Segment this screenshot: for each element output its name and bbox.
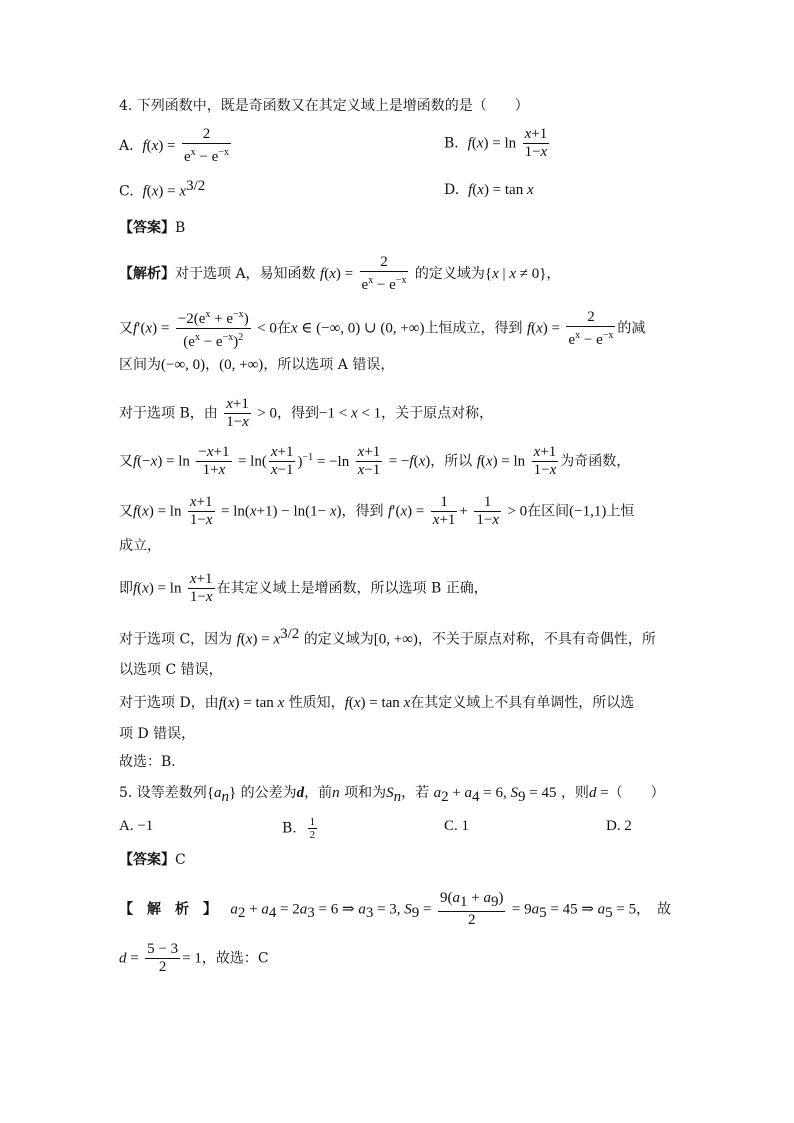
q4-analysis-line-2: 又f′(x) = $\frac{-2(e^x + e^{-x})}{(e^x - e^{-x})^2}$ < 0在x ∈ (−∞, 0) ∪ (0, +∞)上恒成立，得到 f(x) = $\frac{2}{e^x - e^{-x}}$ 的减 bbox=[119, 306, 645, 351]
q4-answer: 【答案】B bbox=[119, 220, 186, 236]
q4-conclusion: 故选：B. bbox=[119, 754, 176, 770]
q4-option-c: C. $f(x) = x^{3/2}$ bbox=[119, 178, 206, 200]
q5-analysis-line-2: d = $\frac{5 - 3}{2}$ = 1，故选：C bbox=[119, 941, 269, 975]
q5-option-b: B. $\frac{1}{2}$ bbox=[282, 816, 316, 841]
q4-stem: 4. 下列函数中，既是奇函数又在其定义域上是增函数的是（ ） bbox=[119, 98, 529, 114]
q4-analysis-line-11: 对于选项 D，由f(x) = tan x 性质知，f(x) = tan x在其定义域上不具有单调性，所以选 bbox=[119, 695, 635, 711]
q5-analysis-line-1: 【 解 析 】 $a_2 + a_4 = 2a_3 = 6$ ⇒ $a_3 = 3$, $S_9$ = $\frac{9(a_1 + a_9)}{2}$ = $9a_5 = 45$ ⇒ $a_5 = 5$， 故 bbox=[119, 890, 672, 928]
q5-option-d: D. 2 bbox=[606, 818, 632, 834]
q4-analysis-line-8: 即f(x) = ln $\frac{x+1}{1-x}$ 在其定义域上是增函数，所以选项 B 正确， bbox=[119, 571, 488, 605]
q5-stem: 5. 设等差数列$\{a_n\}$ 的公差为d，前n 项和为$S_n$，若 $a_2 + a_4 = 6$, $S_9 = 45$ ，则d =（ ） bbox=[119, 785, 665, 805]
q4-analysis-line-6: 又f(x) = ln $\frac{x+1}{1-x}$ = ln(x+1) − ln(1− x)，得到 f′(x) = $\frac{1}{x+1}$ + $\frac{1}{1-x}$ > 0在区间(−1,1)上恒 bbox=[119, 494, 635, 528]
q4-analysis-line-10: 以选项 C 错误， bbox=[119, 662, 223, 678]
q4-analysis-line-7: 成立， bbox=[119, 538, 161, 554]
q5-answer: 【答案】C bbox=[119, 852, 186, 868]
q4-option-d: D. f(x) = tan x bbox=[444, 182, 534, 198]
q5-option-c: C. 1 bbox=[444, 818, 470, 834]
q4-analysis-line-1: 【解析】对于选项 A，易知函数 f(x) = $\frac{2}{e^x - e^{-x}}$ 的定义域为{x | x ≠ 0}， bbox=[119, 254, 561, 293]
q4-analysis-line-9: 对于选项 C，因为 $f(x) = x^{3/2}$ 的定义域为[0, +∞)，不关于原点对称，不具有奇偶性，所 bbox=[119, 626, 656, 648]
q4-analysis-line-3: 区间为(−∞, 0)，(0, +∞)，所以选项 A 错误， bbox=[119, 357, 395, 373]
q4-analysis-line-5: 又f(−x) = ln $\frac{-x+1}{1+x}$ = ln( $\frac{x+1}{x-1}$ )$^{-1}$ = −ln $\frac{x+1}{x-1}$ = −f(x)，所以 f(x) = ln $\frac{x+1}{1-x}$ 为奇函数， bbox=[119, 444, 631, 478]
q5-option-a: A. −1 bbox=[119, 818, 154, 834]
q4-option-a: A. f(x) = $\frac{2}{e^x - e^{-x}}$ bbox=[119, 126, 229, 165]
q4-option-b: B. f(x) = ln $\frac{x+1}{1-x}$ bbox=[444, 126, 548, 160]
q4-analysis-line-4: 对于选项 B，由 $\frac{x+1}{1-x}$ > 0，得到−1 < x < 1，关于原点对称， bbox=[119, 396, 494, 430]
q4-analysis-line-12: 项 D 错误， bbox=[119, 726, 196, 742]
